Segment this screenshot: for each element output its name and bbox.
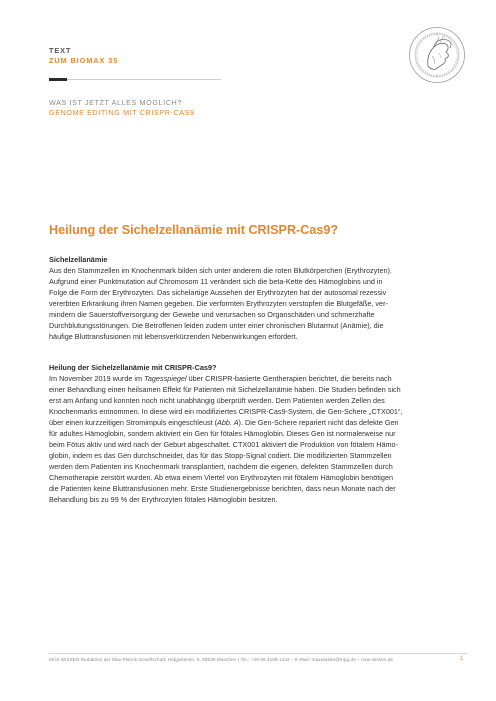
kicker <box>49 98 195 118</box>
figure-reference: Abb. A <box>217 418 239 427</box>
body-line: Knochenmarks entnommen. In diese wird ein modifiziertes CRISPR-Cas9-System, die Gen-Schere „CTX001“, <box>49 407 403 416</box>
body-line <box>49 417 449 428</box>
section-body <box>49 373 449 505</box>
body-line: vererbten Erkrankung ihren Namen gegeben. Die verformten Erythrozyten verstopfen die Blutgefäße, ver- <box>49 299 388 308</box>
doc-type-label: TEXT <box>49 46 72 55</box>
page-title: Heilung der Sichelzellanämie mit CRISPR-Cas9? <box>49 223 339 237</box>
body-line: erst am Anfang und konnten noch nicht unabhängig überprüft werden. Dem Patienten werden Zellen des <box>49 396 385 405</box>
body-line: einer Behandlung einen heilsamen Effekt für Patienten mit Sichelzellanämie haben. Die Studien befinden sich <box>49 385 401 394</box>
section-sichelzellanaemie <box>49 254 449 342</box>
body-line: häufige Bluttransfusionen mit lebensverkürzenden Nebenwirkungen erfordert. <box>49 332 298 341</box>
body-line: globin, indem es das Gen durchschneidet, das für das Stopp-Signal codiert. Die modifizierten Stammzellen <box>49 451 392 460</box>
body-line: Aufgrund einer Punktmutation auf Chromosom 11 verändert sich die beta-Kette des Hämoglobins und in <box>49 277 383 286</box>
kicker-question: WAS IST JETZT ALLES MÖGLICH? <box>49 98 182 107</box>
body-line: mindern die Sauerstoffversorgung der Gewebe und verursachen so Organschäden und schmerzhafte <box>49 310 375 319</box>
body-line <box>49 373 449 384</box>
body-line: werden dem Patienten ins Knochenmark transplantiert, nachdem die eigenen, defekten Stammzellen durch <box>49 462 393 471</box>
body-text: über einen kurzzeitigen Stromimpuls eingeschleust ( <box>49 418 218 427</box>
body-line: für adultes Hämoglobin, sondern aktiviert ein Gen für fötales Hämoglobin. Dieses Gen ist normalerweise nur <box>49 429 396 438</box>
body-text: ). Die Gen-Schere repariert nicht das defekte Gen <box>238 418 399 427</box>
doc-series-label: ZUM BIOMAX 35 <box>49 56 119 65</box>
header-divider-accent <box>49 78 67 81</box>
body-line: die Patienten keine Bluttransfusionen mehr. Erste Studienergebnisse berichten, dass neun Monate nach der <box>49 484 396 493</box>
body-text: Im November 2019 wurde im <box>49 374 145 383</box>
body-line: Behandlung bis zu 99 % der Erythrozyten fötales Hämoglobin besitzen. <box>49 495 278 504</box>
section-heilung <box>49 362 449 505</box>
body-text: über CRISPR-basierte Gentherapien berichtet, die bereits nach <box>186 374 392 383</box>
body-line: Folge die Form der Erythrozyten. Das sichelartige Aussehen der Erythrozyten hat der autosomal rezessiv <box>49 288 387 297</box>
source-reference: Tagesspiegel <box>144 374 187 383</box>
section-heading: Heilung der Sichelzellanämie mit CRISPR-Cas9? <box>49 363 217 372</box>
kicker-topic: GENOME EDITING MIT CRISPR-CAS9 <box>49 108 195 117</box>
body-line: Chemotherapie zerstört wurden. Ab etwa einem Viertel von Erythrozyten mit fötalem Hämoglobin benötigen <box>49 473 394 482</box>
page-number: 1 <box>460 656 464 662</box>
section-heading: Sichelzellanämie <box>49 255 108 264</box>
document-header <box>49 46 118 66</box>
section-body <box>49 265 449 342</box>
body-line: beim Fötus aktiv und wird nach der Geburt abgeschaltet. CTX001 aktiviert die Produktion von fötalem Hämo- <box>49 440 398 449</box>
body-line: Durchblutungsstörungen. Die Betroffenen leiden zudem unter einer chronischen Blutarmut (Anämie), die <box>49 321 384 330</box>
body-line: Aus den Stammzellen im Knochenmark bilden sich unter anderem die roten Blutkörperchen (Erythrozyten). <box>49 266 392 275</box>
footer-contact: MAX WISSEN Redaktion der Max-Planck-Gesellschaft, Hofgartenstr. 8, 80539 München | Tel.: +49 89 2108-1342 – E-Mail: maxwissen@mpg.de – max-wissen.de <box>49 657 394 662</box>
header-divider <box>49 79 221 80</box>
footer-divider <box>49 653 467 654</box>
max-planck-minerva-seal-icon <box>408 26 466 84</box>
